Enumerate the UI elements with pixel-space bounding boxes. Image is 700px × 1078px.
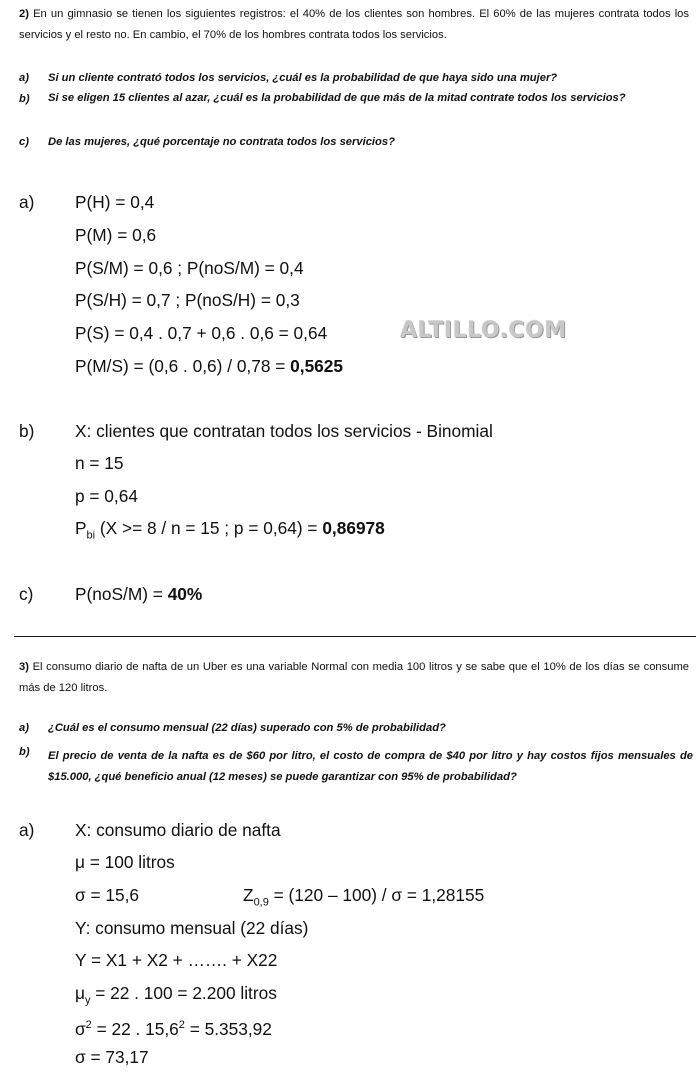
answer-line-result <box>75 583 202 605</box>
result-value: 0,86978 <box>322 518 385 538</box>
answer-line-result <box>75 355 343 377</box>
problem-3-number: 3) <box>19 661 29 673</box>
formula: = (120 – 100) / σ = 1,28155 <box>268 885 485 905</box>
formula-result: = 5.353,92 <box>184 1018 272 1039</box>
answer-line: n = 15 <box>75 453 124 473</box>
question-3b-text: El precio de venta de la nafta es de $60 por litro, el costo de compra de $40 por litro y hay costos fijos mensuales de $15.000, ¿qué beneficio anual (12 meses) se puede garantizar con 95% de probabilidad? <box>48 750 693 783</box>
answer-line: P(H) = 0,4 <box>75 192 155 212</box>
formula: = 22 . 100 = 2.200 litros <box>90 983 277 1003</box>
problem-3-text: El consumo diario de nafta de un Uber es una variable Normal con media 100 litros y se sabe que el 10% de los días se consume más de 120 litros. <box>19 661 689 694</box>
answer-line: σ = 73,17 <box>75 1047 149 1067</box>
answer-2b-label: b) <box>19 421 35 441</box>
answer-line <box>75 982 277 1011</box>
formula: P(noS/M) = <box>75 584 168 604</box>
answer-line: X: consumo diario de nafta <box>75 820 281 840</box>
answer-line: P(S/H) = 0,7 ; P(noS/H) = 0,3 <box>75 290 300 310</box>
prob-symbol: P <box>75 518 87 538</box>
mu-subscript: y <box>84 994 91 1007</box>
answer-line: P(S/M) = 0,6 ; P(noS/M) = 0,4 <box>75 258 304 278</box>
z-value-line <box>243 884 484 913</box>
question-2c-text: De las mujeres, ¿qué porcentaje no contrata todos los servicios? <box>48 136 395 148</box>
answer-line: P(S) = 0,4 . 0,7 + 0,6 . 0,6 = 0,64 <box>75 323 328 343</box>
answer-line: μ = 100 litros <box>75 852 175 872</box>
power-superscript: 2 <box>178 1019 185 1031</box>
problem-2-number: 2) <box>19 8 29 20</box>
question-3b-letter: b) <box>19 746 30 758</box>
z-symbol: Z <box>243 885 254 905</box>
problem-3-statement <box>19 657 689 699</box>
question-2b-letter: b) <box>19 93 30 105</box>
formula: = 22 . 15,6 <box>91 1018 179 1039</box>
answer-line: p = 0,64 <box>75 486 138 506</box>
answer-2a-label: a) <box>19 192 35 212</box>
result-value: 0,5625 <box>290 356 344 376</box>
problem-2-text: En un gimnasio se tienen los siguientes registros: el 40% de los clientes son hombres. El 60% de las mujeres contrata todos los servicios y el resto no. En cambio, el 70% de los hombres contrata todos los servicios. <box>19 8 689 41</box>
section-divider <box>14 636 696 637</box>
answer-line: Y = X1 + X2 + ……. + X22 <box>75 950 278 970</box>
prob-subscript: bi <box>86 529 96 542</box>
answer-line-result <box>75 517 385 546</box>
answer-line: σ = 15,6 <box>75 885 139 905</box>
answer-line: Y: consumo mensual (22 días) <box>75 918 309 938</box>
answer-3a-label: a) <box>19 820 35 840</box>
problem-2-statement <box>19 4 689 46</box>
sigma-symbol: σ <box>75 1018 86 1039</box>
result-value: 40% <box>167 584 203 604</box>
answer-line: X: clientes que contratan todos los servicios - Binomial <box>75 421 493 441</box>
question-2a-letter: a) <box>19 72 29 84</box>
answer-2c-label: c) <box>19 584 34 604</box>
question-2a-text: Si un cliente contrató todos los servicios, ¿cuál es la probabilidad de que haya sido una mujer? <box>48 72 558 84</box>
answer-line <box>75 1014 272 1040</box>
formula: P(M/S) = (0,6 . 0,6) / 0,78 = <box>75 356 291 376</box>
question-2c-letter: c) <box>19 136 29 148</box>
question-2b-text: Si se eligen 15 clientes al azar, ¿cuál es la probabilidad de que más de la mitad contrate todos los servicios? <box>48 92 626 104</box>
formula: (X >= 8 / n = 15 ; p = 0,64) = <box>95 518 323 538</box>
z-subscript: 0,9 <box>253 896 269 909</box>
answer-line: P(M) = 0,6 <box>75 225 157 245</box>
question-3a-text: ¿Cuál es el consumo mensual (22 días) superado con 5% de probabilidad? <box>48 722 446 734</box>
mu-symbol: μ <box>75 983 85 1003</box>
sigma-superscript: 2 <box>85 1019 92 1031</box>
watermark-logo: ALTILLO.COM <box>400 318 567 343</box>
question-3a-letter: a) <box>19 722 29 734</box>
